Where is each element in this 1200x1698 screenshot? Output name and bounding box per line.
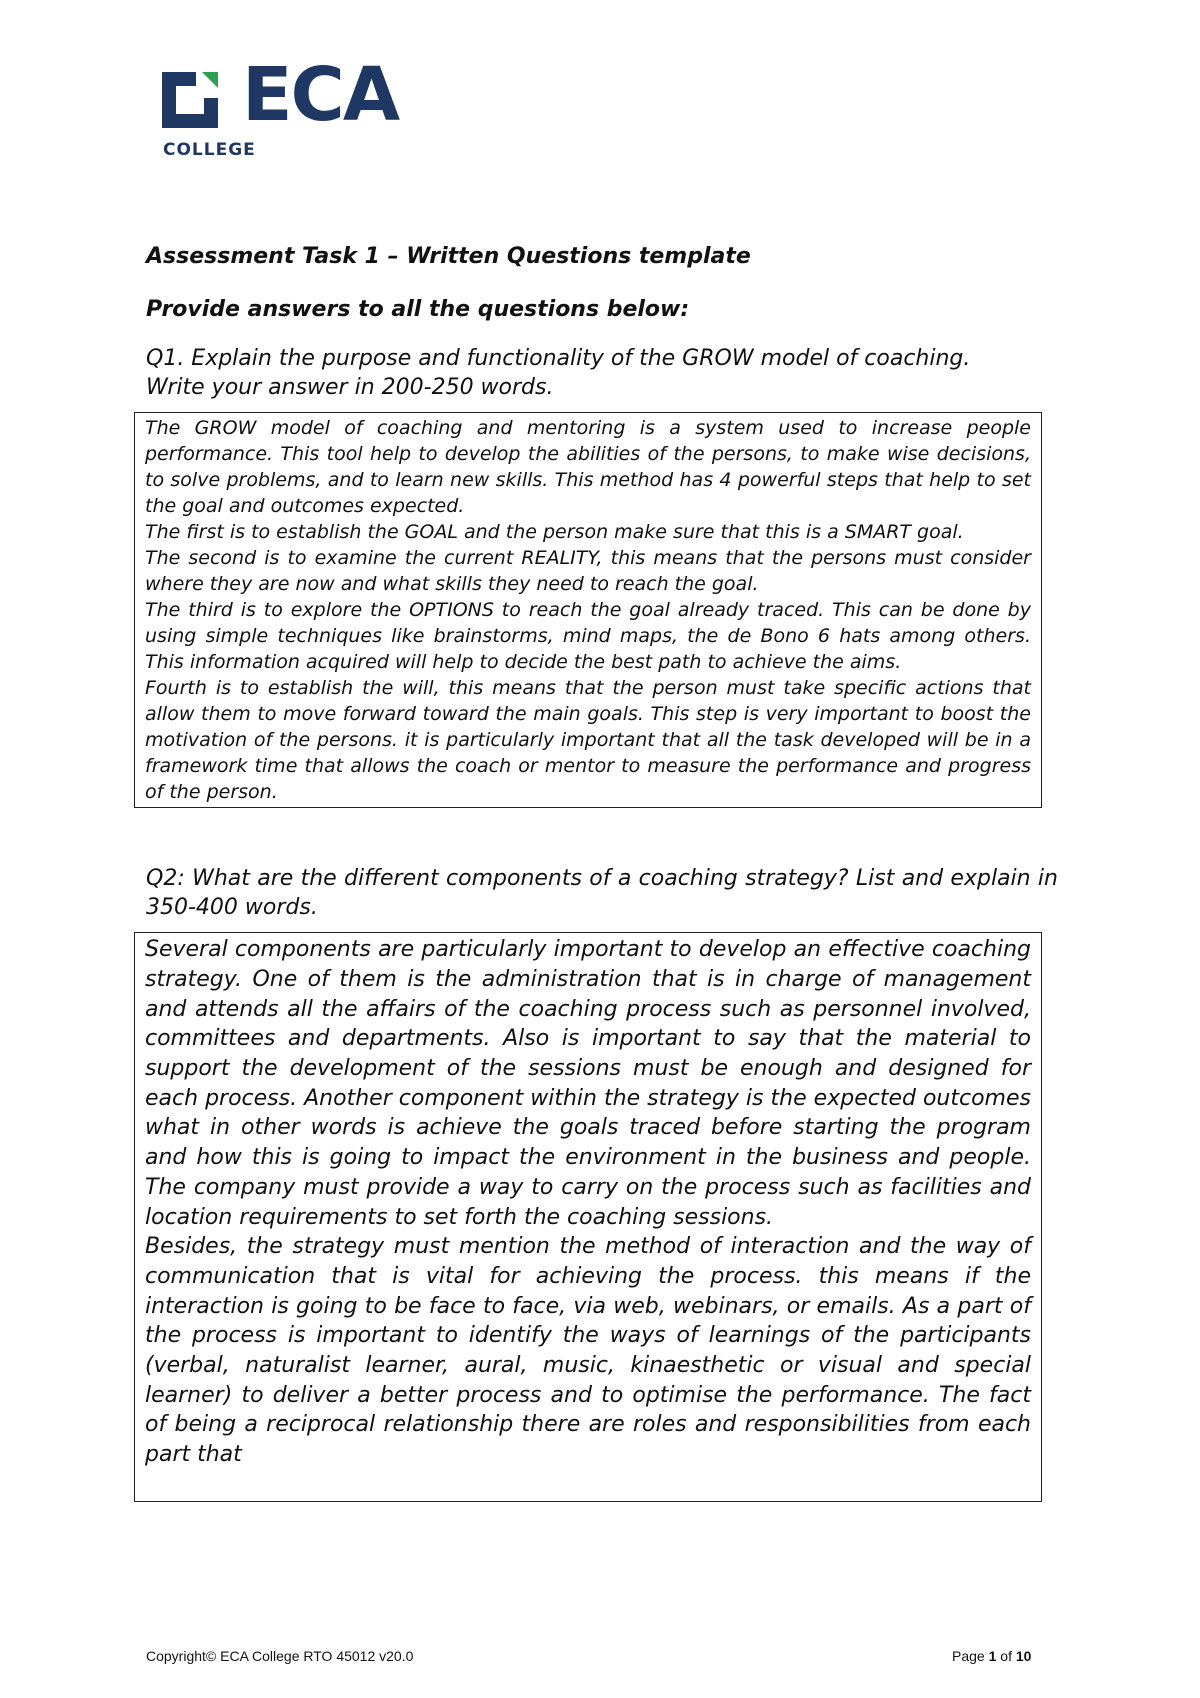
eca-logo-mark-icon <box>162 72 234 128</box>
answer-1-paragraph: Fourth is to establish the will, this means that the person must take specific actions that allow them to move forward toward the main goals. This step is very important to boost the motivation of the persons. it is particularly important that all the task developed will be in a framework time that allows the coach or mentor to measure the performance and progress of the person. <box>145 677 1031 804</box>
document-body <box>146 243 1058 1502</box>
question-2: Q2: What are the different components of a coaching strategy? List and explain in 350-400 words. <box>146 866 1058 921</box>
document-title: Assessment Task 1 – Written Questions template <box>146 244 751 269</box>
document-instruction: Provide answers to all the questions below: <box>146 296 690 322</box>
question-1-line-1: Q1. Explain the purpose and functionality of the GROW model of coaching. <box>146 346 971 372</box>
page-total: 10 <box>1015 1648 1032 1664</box>
page-of-label: of <box>1000 1648 1012 1664</box>
footer-copyright: Copyright© ECA College RTO 45012 v20.0 <box>146 1648 414 1664</box>
logo-subtitle: COLLEGE <box>163 140 256 160</box>
answer-1-paragraph: The first is to establish the GOAL and the person make sure that this is a SMART goal. <box>145 521 964 544</box>
answer-1-box <box>134 412 1042 808</box>
answer-2-box <box>134 932 1042 1502</box>
answer-1-paragraph: The second is to examine the current REALITY, this means that the persons must consider where they are now and what skills they need to reach the goal. <box>145 547 1031 596</box>
logo-wordmark: ECA <box>242 52 399 138</box>
page-label: Page <box>952 1648 985 1664</box>
eca-college-logo <box>162 52 422 162</box>
question-1-line-2: Write your answer in 200-250 words. <box>146 375 554 401</box>
answer-1-paragraph: The third is to explore the OPTIONS to reach the goal already traced. This can be done by using simple techniques like brainstorms, mind maps, the de Bono 6 hats among others. This information acquired will help to decide the best path to achieve the aims. <box>145 599 1031 674</box>
answer-1-paragraph: The GROW model of coaching and mentoring is a system used to increase people performance. This tool help to develop the abilities of the persons, to make wise decisions, to solve problems, and to learn new skills. This method has 4 powerful steps that help to set the goal and outcomes expected. <box>145 417 1031 518</box>
question-1 <box>146 344 1058 402</box>
page-current: 1 <box>988 1648 997 1664</box>
footer-page-number <box>952 1648 1031 1664</box>
answer-2-paragraph: Several components are particularly important to develop an effective coaching strategy. One of them is the administration that is in charge of management and attends all the affairs of the coaching process such as personnel involved, committees and departments. Also is important to say that the material to support the development of the sessions must be enough and designed for each process. Another component within the strategy is the expected outcomes what in other words is achieve the goals traced before starting the program and how this is going to impact the environment in the business and people. The company must provide a way to carry on the process such as facilities and location requirements to set forth the coaching sessions. <box>145 937 1031 1230</box>
answer-2-paragraph: Besides, the strategy must mention the method of interaction and the way of communication that is vital for achieving the process. this means if the interaction is going to be face to face, via web, webinars, or emails. As a part of the process is important to identify the ways of learnings of the participants (verbal, naturalist learner, aural, music, kinaesthetic or visual and special learner) to deliver a better process and to optimise the performance. The fact of being a reciprocal relationship there are roles and responsibilities from each part that <box>145 1234 1031 1468</box>
